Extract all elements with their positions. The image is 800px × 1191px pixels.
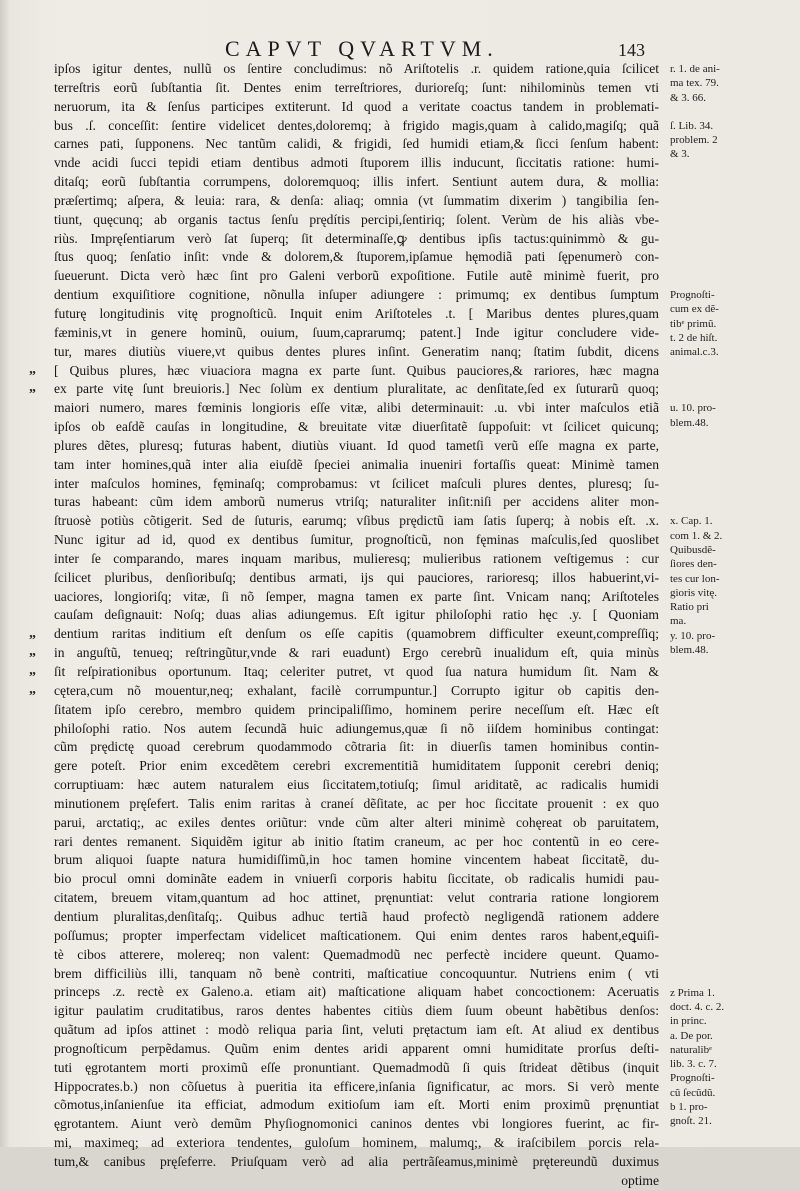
text-line: plures dẽtes, pluresq; futuras habent, diutiùs viuant. Id quod tametſi verũ eſſe magna ex parte, [54,437,659,453]
margin-note-line: y. 10. pro- [670,629,716,642]
margin-note [670,401,790,430]
text-line: ſitatem ipſo cerebro, membro quidem principaliſſimo, hominem perire neceſſum eſt. Hæc eſt [54,701,659,717]
page-number: 143 [618,40,645,60]
text-line: cõmotus,inſanienſue ita efficiat, admodum exitioſum iam eſt. Morti enim proximũ pręnuntiat [54,1097,659,1113]
text-line: brem difficiliùs illi, tanquam nõ benè contriti, maſticatiue concoquuntur. Nutriens enim ( vti [54,965,659,981]
margin-note-line: Ratio pri [670,601,709,614]
text-line: ſueuerunt. Dicta verò hæc ſint pro Galeni verborũ expoſitione. Futile autẽ minimè fuerit, pro [54,268,659,284]
text-line: ex parte vitę ſunt breuioris.] Nec ſolùm ex dentium pluralitate, ac denſitate,ſed ex ſuturarũ quoq; [54,381,659,397]
text-line: vnde acidi ſucci tepidi etiam dentibus admoti ſtuporem illis inducunt, ſiccitatis ratione: humi- [54,155,659,171]
text-line: mi, maximeq; ad exteriora tendentes, guloſum hominem, malumq;, & iraſcibilem porcis rela- [54,1135,659,1151]
margin-note-line: naturalibᵉ [670,1043,712,1056]
margin-note-line: tibᵉ primũ. [670,317,717,330]
quotation-mark: „ [29,361,36,377]
text-line: gere poteſt. Prior enim excedẽtem cerebri excrementitiã humiditatem ſupponit cerebri deniq; [54,758,659,774]
margin-note-line: b 1. pro- [670,1101,708,1114]
text-line: dentium raritas inditium eſt denſum os eſſe capitis (quamobrem difficulter exeunt,compreſſiq; [54,626,659,642]
margin-note-line: a. De por. [670,1029,713,1042]
text-line: quãtum ad ipſos attinet : modò reliqua paria ſint, veluti prętactum iam eſt. At aliud ex dentibus [54,1022,659,1038]
margin-note [670,986,790,1129]
text-line: ſtruosè potiùs cõtigerit. Sed de ſuturis, earumq; vſibus prędictũ iam ſatis ſuperq; à nobis eſt. .x. [54,513,659,529]
margin-note-line: lib. 3. c. 7. [670,1058,717,1071]
text-line: ipſos igitur dentes, nullũ os ſentire concludimus: nõ Ariſtotelis .r. quidem ratione,quia ſcilicet [54,61,659,76]
margin-note-line: z Prima 1. [670,986,715,999]
margin-note-line: in princ. [670,1015,707,1028]
text-line: corruptiuam: hæc autem naturalem eius ſiccitatem,totiuſq; ſimul ariditatẽ, ac radicalis humidi [54,777,659,793]
text-line: inter maſculos homines, fęminaſq; comprobamus: vt ſcilicet maſculi plures dentes, pluresq; ſu- [54,475,659,491]
text-line: tam inter homines,quã inter alia eiuſdẽ ſpeciei animalia inueniri fortaſſis queat: Minimè tamen [54,456,659,472]
margin-note-line: problem. 2 [670,133,718,146]
text-line: turas habeant: cũm idem amborũ numerus vtriſq; naturaliter inſit:niſi per accidens aliter mon- [54,494,659,510]
text-line: fæminis,vt in genere hominũ, ouium, ſuum,caprarumq; patent.] Inde igitur concludere vide- [54,324,659,340]
margin-note-line: ſ. Lib. 34. [670,119,714,132]
text-line: poſſumus; propter imperfectam videlicet maſticationem. Qui enim dentes raros habent,eꝗuiſi- [54,927,659,943]
text-line: ditaſq; eorũ ſubſtantia corrumpens, doloremquoq; illis infert. Sentiunt autem dura, & mollia: [54,174,659,190]
text-line: cętera,cum nõ mouentur,neq; exhalant, facilè corrumpuntur.] Corrupto igitur ob capitis den- [54,682,659,698]
text-line: terreſtris eorũ ſubſtantia ſit. Dentes enim terreſtriores, durioreſq; ſunt: nihilominùs temen vti [54,79,659,95]
quotation-mark: „ [29,663,36,679]
text-line: optime [621,1172,659,1188]
text-line: bus .ſ. conceſſit: ſentire videlicet dentes,doloremq; à frigido magis,quam à calido,magiſq; quã [54,117,659,133]
text-line: [ Quibus plures, hæc viuaciora magna ex parte ſunt. Quibus pauciores,& rariores, hæc magna [54,362,659,378]
margin-note-line: ma tex. 79. [670,77,719,90]
text-line: princeps .z. rectè ex Galeno.a. etiam ait) maſticatione aliquam habet concoctionem: Aceruatis [54,984,659,1000]
running-title: CAPVT QVARTVM. [225,36,499,61]
quotation-mark: „ [29,682,36,698]
text-line: neruorum, ita & ſenſus participes extiterunt. Id quod a veritate coactus tandem in problemati- [54,98,659,114]
text-line: cauſam deſignauit: Noſq; duas alias adiungemus. Eſt igitur philoſophi ratio hęc .y. [ Quoniam [54,607,659,623]
margin-note-line: blem.48. [670,416,709,429]
text-line: tè cibos atterere, molereq; non valent: Quemadmodũ nec perfectè incidere queunt. Quamo- [54,946,659,962]
text-line: tur, mares diutiùs viuere,vt quibus dentes plures inſint. Generatim nanq; ſtatim ſubdit, dicens [54,343,659,359]
text-line: uaciores, longioriſq; vitæ, ſi nõ ſemper, magna tamen ex parte ſint. Vnicam nanq; Ariſtoteles [54,588,659,604]
margin-note-line: cum ex dẽ- [670,303,719,316]
margin-note-line: Quibusdẽ- [670,543,716,556]
margin-note-line: u. 10. pro- [670,402,716,415]
text-line: dentium exquiſitiore cognitione, nõnulla inſuper adiungere : primumq; ex dentibus ſumptum [54,287,659,303]
text-line: Nunc igitur ad id, quod ex dentibus ſumitur, prognoſticũ, non fęminas maſculis,ſed quoslibet [54,532,659,548]
text-line: rari dentes remanent. Siquidẽm igitur ab initio ſtatim craneum, ac per hoc contentũ in eo cere- [54,833,659,849]
text-line: brum aliquoi ſuapte natura humidiſſimũ,in hoc tamen homine vincentem habeat ſiccitatẽ, du- [54,852,659,868]
quotation-mark: „ [29,625,36,641]
text-line: præſertimq; aſpera, & leuia: rara, & denſa: aliaq; omnia (vt ſummatim dixerim ) tangibilia ſen- [54,192,659,208]
margin-note-line: r. 1. de ani- [670,63,720,75]
text-line: ſit reſpirationibus oportunum. Itaq; celeriter putret, vt quod ſua natura humidum ſit. Nam & [54,664,659,679]
text-line: futurę longitudinis vitę prognoſticũ. Inquit enim Ariſtoteles .t. [ Maribus dentes plures,quam [54,305,659,321]
margin-note [670,62,790,105]
margin-note-line: gnoſt. 21. [670,1115,712,1128]
margin-note-line: cũ ſecũdũ. [670,1086,716,1099]
margin-note [670,514,790,657]
margin-note [670,119,790,162]
text-line: philoſophi ratio. Nos autem ſecundã huic adiungemus,quæ ſi nõ iiſdem hominibus contingat: [54,720,659,736]
text-line: ſcilicet pluribus, denſioribuſq; dentibus armati, ijs qui pauciores, rarioresq; illos habuerint,vi- [54,569,659,585]
text-line: tiunt, quęcunq; ab organis tactus ſenſu prędítis percipi,ſentiriq; ſolent. Verùm de his aliàs vbe- [54,211,659,227]
page-header [225,36,645,62]
text-line: tuti ęgrotantem morti proximũ eſſe pronuntiant. Quemadmodũ ſi quis ſtrideat dẽtibus (inquit [54,1059,659,1075]
text-line: ęgrotantem. Aiunt verò demũm Phyſiognomonici caninos dentes vbi longiores fuerint, ac fir- [54,1116,659,1132]
margin-note-line: Prognoſti- [670,1072,715,1085]
text-line: riùs. Impręſentiarum verò ſat ſuperq; ſit determinaſſe,ꝙ dentibus ipſis tactus:quinimmò & gu- [54,230,659,246]
margin-note [670,288,790,359]
text-line: maiori numero, mares fœminis longioris eſſe vitæ, alibi determinauit: .u. vbi inter maſculos etiã [54,400,659,416]
text-line: tum,& canibus pręſeferre. Priuſquam verò ad alia pertrãſeamus,minimè prętereundũ duximus [54,1153,659,1169]
margin-note-line: animal.c.3. [670,346,719,359]
quotation-mark: „ [29,644,36,660]
margin-note-line: & 3. 66. [670,91,707,104]
text-line: minutionem pręſefert. Talis enim raritas à craneí dẽſitate, ac per hoc ſiccitate prouenit : ex quo [54,795,659,811]
margin-note-line: gioris vitę. [670,586,718,599]
margin-note-line: & 3. [670,148,690,161]
text-line: ipſos ob eaſdẽ cauſas in longitudine, & breuitate vitæ diuerſitatẽ ſuppoſuit: vt ſcilicet quicunq; [54,419,659,435]
text-line: dentium pluralitas,denſitaſq;. Quibus adhuc tertiã haud profectò negligendã rationem addere [54,908,659,924]
text-line: inter ſe comparando, mares inquam maribus, mulieresq; mulieribus rationem veſtigemus : cur [54,550,659,566]
margin-note-line: x. Cap. 1. [670,515,713,528]
text-line: citatem, breuem vitam,quantum ad hoc attinet, pręnuntiat: velut contraria ratione longiorem [54,890,659,906]
margin-note-line: ma. [670,615,687,628]
text-line: carnes pati, ſupponens. Nec tantũm calidi, & frigidi, ſed humidi etiam,& ſicci ſenſum habent: [54,136,659,152]
text-line: bio procul omni dominãte eadem in vniuerſi corporis habitu ſiccitate, ob radicalis humidi pau- [54,871,659,887]
margin-note-line: tes cur lon- [670,572,720,585]
quotation-mark: „ [29,380,36,396]
text-line: igitur paulatim cruditatibus, raros dentes habentes citiùs diem ſuum obeunt habẽtibus denſos: [54,1003,659,1019]
text-line: cũm prędictę quoad cerebrum quodammodo cõtraria ſit: in diuerſis tamen hominibus contin- [54,739,659,755]
margin-note-line: blem.48. [670,644,709,657]
margin-note-line: com 1. & 2. [670,529,723,542]
text-line: ſtus quoq; ſenſatio inſit: vnde & dolorem,& ſtuporem,ipſamue hęmodiã pati ſępenumerò con- [54,249,659,265]
margin-note-line: doct. 4. c. 2. [670,1000,725,1013]
text-line: in anguſtũ, tenueq; reſtringũtur,vnde & rari euadunt) Ergo cerebrũ inualidum eſt, quia minùs [54,645,659,661]
body-text [54,60,659,1191]
margin-note-line: t. 2 de hiſt. [670,332,718,345]
margin-note-line: Prognoſti- [670,289,715,302]
text-line: Hippocrates.b.) non cõſuetus à pueritia ita efficere,inſania ſignificatur, ac mors. Si verò mente [54,1078,659,1094]
margin-note-line: ſiores den- [670,558,717,571]
text-line: parui, arctatiq;, ac exiles dentes oriũtur: vnde cũm alter alteri minimè cohęreat ob paruitatem, [54,814,659,830]
text-line: prognoſticum perpẽdamus. Quũm enim dentes aridi apparent omni humiditate prorſus deſti- [54,1040,659,1056]
